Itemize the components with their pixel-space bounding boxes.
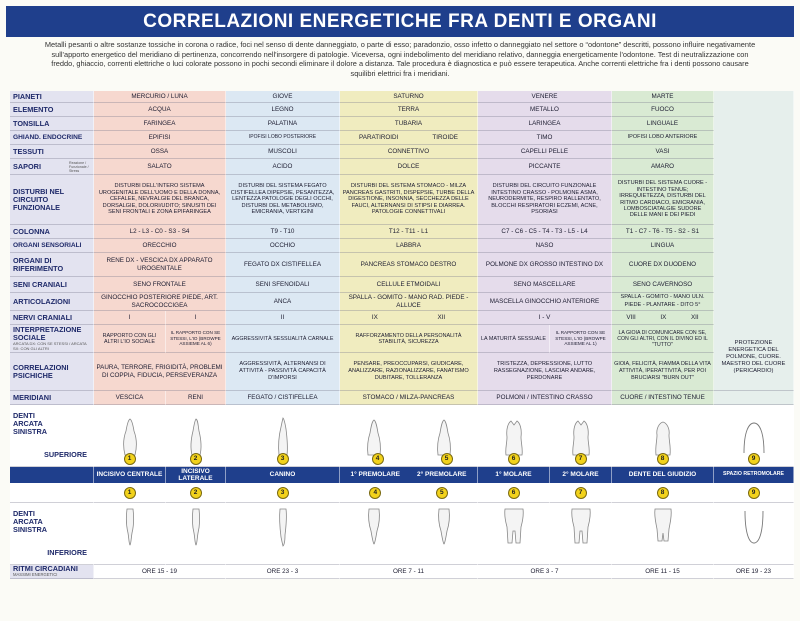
row-label-tessuti: TESSUTI [10,145,94,159]
tooth-cell-sup-3 [226,405,340,467]
cell-organi-sens-1: ORECCHIO [94,239,226,253]
cell-sapori-5: AMARO [612,159,714,175]
tooth-cell-sup-6 [478,405,550,467]
tooth-wisdom-icon [650,417,676,457]
tooth-name-6: 1° MOLARE [478,467,550,483]
row-label-ritmi [10,565,94,579]
cell-corr-2: AGGRESSIVITÀ, ALTERNANSI DI ATTIVITÀ - PASSIVITÀ CAPACITÀ D'IMPORSI [226,353,340,391]
cell-meridiani-6: CUORE / INTESTINO TENUE [612,391,714,405]
cell-elemento-5: FUOCO [612,103,714,117]
cell-sapori-4: PICCANTE [478,159,612,175]
cell-organi-rif-1: RENE DX - VESCICA DX APPARATO UROGENITALE [94,253,226,277]
tooth-name-3: CANINO [226,467,340,483]
badge-inf-7: 7 [575,487,587,499]
badge-9: 9 [748,453,760,465]
row-label-seni-craniali: SENI CRANIALI [10,277,94,293]
cell-corr-4: TRISTEZZA, DEPRESSIONE, LUTTO RASSEGNAZIONE, LASCIAR ANDARE, PERDONARE [478,353,612,391]
nervi-viii: VIII [626,313,636,321]
tooth-cell-inf-6 [478,503,550,565]
cell-sapori-2: ACIDO [226,159,340,175]
cell-meridiani-4: STOMACO / MILZA-PANCREAS [340,391,478,405]
tooth-incisor-icon [183,417,209,457]
row-label-ghiandole: GHIAND. ENDOCRINE [10,131,94,145]
cell-sapori-1: SALATO [94,159,226,175]
tooth-premolar-icon [361,507,387,547]
badge-inf-2: 2 [190,487,202,499]
badge-4: 4 [372,453,384,465]
tooth-molar-icon [568,507,594,547]
tooth-name-8: DENTE DEL GIUDIZIO [612,467,714,483]
cell-tonsilla-3: TUBARIA [340,117,478,131]
retromolar-space-icon [741,507,767,547]
tooth-incisor-icon [117,417,143,457]
tooth-cell-inf-3 [226,503,340,565]
cell-ritmi-5: ORE 11 - 15 [612,565,714,579]
interp-label: INTERPRETAZIONE SOCIALE [13,325,82,342]
cell-artic-3: SPALLA - GOMITO - MANO RAD. PIEDE - ALLUCE [340,293,478,311]
cell-ghiand-4: TIMO [478,131,612,145]
ghiand-paratiroidi: PARATIROIDI [359,133,399,141]
cell-colonna-2: T9 - T10 [226,225,340,239]
badge-inf-8: 8 [657,487,669,499]
ritmi-sublabel: MASSIMI ENERGETICI [13,572,58,578]
cell-artic-5: SPALLA - GOMITO - MANO ULN. PIEDE - PLANTARE - DITO 5° [612,293,714,311]
cell-organi-rif-5: CUORE DX DUODENO [612,253,714,277]
cell-interp-3: AGGRESSIVITÀ SESSUALITÀ CARNALE [226,325,340,353]
cell-seni-4: SENO MASCELLARE [478,277,612,293]
cell-disturbi-2: DISTURBI DEL SISTEMA FEGATO CISTIFELLEA DIPEPSIE, PESANTEZZA, LENTEZZA PATOLOGIE DEGLI OCCHI, DISTURBI DEL METABOLISMO, EMICRANIA, VERTIGINI [226,175,340,225]
tooth-premolar-icon [431,507,457,547]
cell-ritmi-2: ORE 23 - 3 [226,565,340,579]
cell-pianeti-5: MARTE [612,91,714,103]
cell-interp-4: RAFFORZAMENTO DELLA PERSONALITÀ STABILITÀ, SICUREZZA [340,325,478,353]
row-label-correlazioni-psichiche: CORRELAZIONI PSICHICHE [10,353,94,391]
cell-elemento-3: TERRA [340,103,478,117]
row-label-meridiani: MERIDIANI [10,391,94,405]
row-label-pianeti: PIANETI [10,91,94,103]
cell-sapori-3: DOLCE [340,159,478,175]
cell-nervi-2: I [166,311,226,325]
tooth-canine-icon [270,507,296,547]
ritmi-label: RITMI CIRCADIANI [13,565,78,574]
cell-interp-1: RAPPORTO CON GLI ALTRI L'IO SOCIALE [94,325,166,353]
tooth-name-1: INCISIVO CENTRALE [94,467,166,483]
tooth-incisor-icon [117,507,143,547]
interp-sublabel: ARCATA DX: CON SE STESSI / ARCATA SX: CON GLI ALTRI [13,341,87,351]
cell-tessuti-3: CONNETTIVO [340,145,478,159]
cell-seni-2: SENI SFENOIDALI [226,277,340,293]
band-spacer [10,467,94,483]
badge-inf-4: 4 [369,487,381,499]
tooth-molar-icon [568,417,594,457]
cell-tonsilla-5: LINGUALE [612,117,714,131]
cell-ghiand-1: EPIFISI [94,131,226,145]
cell-tessuti-4: CAPELLI PELLE [478,145,612,159]
cell-ghiand-3 [340,131,478,145]
cell-meridiani-1: VESCICA [94,391,166,405]
cell-seni-5: SENO CAVERNOSO [612,277,714,293]
cell-elemento-2: LEGNO [226,103,340,117]
page-title: CORRELAZIONI ENERGETICHE FRA DENTI E ORGANI [6,6,794,37]
cell-pianeti-4: VENERE [478,91,612,103]
cell-pianeti-1: MERCURIO / LUNA [94,91,226,103]
sapori-sublabel: Reazione / Funzionale / Stress [69,160,89,173]
cell-ghiand-5: IPOFISI LOBO ANTERIORE [612,131,714,145]
badge-inf-2-cell [166,483,226,503]
tooth-cell-inf-4-5 [340,503,478,565]
cell-meridiani-2: RENI [166,391,226,405]
tooth-name-4: 1° PREMOLARE [350,471,401,479]
cell-tonsilla-2: PALATINA [226,117,340,131]
tooth-cell-inf-2 [166,503,226,565]
cell-organi-rif-4: POLMONE DX GROSSO INTESTINO DX [478,253,612,277]
badge-5: 5 [441,453,453,465]
tooth-cell-inf-9 [714,503,794,565]
badge-inf-8-cell [612,483,714,503]
badge-2: 2 [190,453,202,465]
tooth-cell-sup-4 [340,405,478,467]
cell-ritmi-6: ORE 19 - 23 [714,565,794,579]
cell-ritmi-3: ORE 7 - 11 [340,565,478,579]
cell-ritmi-4: ORE 3 - 7 [478,565,612,579]
badge-inf-3: 3 [277,487,289,499]
cell-colonna-3: T12 - T11 - L1 [340,225,478,239]
tooth-molar-icon [501,507,527,547]
tooth-cell-inf-8 [612,503,714,565]
tooth-name-2: INCISIVO LATERALE [166,467,226,483]
cell-artic-2: ANCA [226,293,340,311]
badge-inf-5: 5 [436,487,448,499]
cell-organi-rif-2: FEGATO DX CISTIFELLEA [226,253,340,277]
row-label-disturbi: DISTURBI NEL CIRCUITO FUNZIONALE [10,175,94,225]
cell-disturbi-3: DISTURBI DEL SISTEMA STOMACO - MILZA PANCREAS GASTRITI, DISPEPSIE, TURBE DELLA DIGESTIONE, INSONNIA, SECCHEZZA DELLE FAUCI, ALTERNANSI DI STIPSI E DIARREA. PATOLOGIE CONNETTIVALI [340,175,478,225]
cell-interp-7: LA GIOIA DI COMUNICARE CON SE, CON GLI ALTRI, CON IL DIVINO ED IL "TUTTO" [612,325,714,353]
tooth-canine-icon [270,417,296,457]
tooth-wisdom-icon [650,507,676,547]
cell-seni-3: CELLULE ETMOIDALI [340,277,478,293]
tooth-cell-sup-1 [94,405,166,467]
cell-organi-sens-3: LABBRA [340,239,478,253]
badge-inf-4-5-cell [340,483,478,503]
row-label-articolazioni: ARTICOLAZIONI [10,293,94,311]
cell-ritmi-1: ORE 15 - 19 [94,565,226,579]
nervi-ix: IX [371,313,378,321]
tooth-name-5: 2° PREMOLARE [416,471,467,479]
badge-inf-7-cell [550,483,612,503]
tooth-cell-inf-1 [94,503,166,565]
intro-text: Metalli pesanti o altre sostanze tossiche in corona o radice, foci nel senso di dente danneggiato, o parte di esso; paradonzio, osso infetto o danneggiato nel settore o “odontone” descritti, possono influire negativamente sull'apporto energetico del meridiano di pertinenza, concorrendo nell'insorgere di patologie. Viceversa, ogni indebolimento del meridiano relativo, danneggia energeticamente l'odontone. Test di neutralizzazione con freddo, ghiaccio, correnti elettriche o luci colorate possono in pochi secondi eliminare il dolore a distanza. Tale procedura è diagnostica e può essere terapeutica. Anche correnti elettriche fra i denti possono causare squilibri elettrici fra i meridiani. [44,40,756,78]
cell-nervi-5: I - V [478,311,612,325]
retromolar-space-icon [741,417,767,457]
row-label-interpretazione [10,325,94,353]
tooth-name-7: 2° MOLARE [550,467,612,483]
cell-nervi-4 [340,311,478,325]
tooth-cell-sup-7 [550,405,612,467]
sapori-label: SAPORI [13,161,41,171]
cell-meridiani-5: POLMONI / INTESTINO CRASSO [478,391,612,405]
cell-artic-1: GINOCCHIO POSTERIORE PIEDE, ART. SACROCOCCIGEA [94,293,226,311]
tooth-cell-sup-2 [166,405,226,467]
cell-tonsilla-1: FARINGEA [94,117,226,131]
row-label-organi-sensoriali: ORGANI SENSORIALI [10,239,94,253]
cell-colonna-4: C7 - C6 - C5 - T4 - T3 - L5 - L4 [478,225,612,239]
cell-nervi-6 [612,311,714,325]
tooth-cell-sup-8 [612,405,714,467]
denti-inf-label: DENTI ARCATA SINISTRA [13,509,48,535]
cell-pianeti-2: GIOVE [226,91,340,103]
tooth-premolar-icon [431,417,457,457]
cell-tessuti-2: MUSCOLI [226,145,340,159]
denti-inf-label-2: INFERIORE [47,547,87,557]
row-label-denti-superiore [10,405,94,467]
cell-organi-sens-5: LINGUA [612,239,714,253]
badge-inf-6: 6 [508,487,520,499]
tooth-premolar-icon [361,417,387,457]
badge-inf-1-cell [94,483,166,503]
ghiand-tiroide: TIROIDE [432,133,458,141]
tooth-name-9: SPAZIO RETROMOLARE [714,467,794,483]
row-label-sapori [10,159,94,175]
cell-tessuti-1: OSSA [94,145,226,159]
badge-6: 6 [508,453,520,465]
cell-tessuti-5: VASI [612,145,714,159]
cell-disturbi-4: DISTURBI DEL CIRCUITO FUNZIONALE INTESTINO CRASSO - POLMONE ASMA, NEURODERMITE, RESPIRO RALLENTATO, BLOCCHI RESPIRATORI ECZEMI, ACNE, PSORIASI [478,175,612,225]
cell-disturbi-5: DISTURBI DEL SISTEMA CUORE - INTESTINO TENUE; IRREQUIETEZZA, DISTURBI DEL RITMO CARDIACO, EMICRANIA, LOMBOSCIATALGIE SUDORE DELLE MANI E DEI PIEDI [612,175,714,225]
cell-nervi-3: II [226,311,340,325]
cell-nervi-1: I [94,311,166,325]
cell-interp-5: LA MATURITÀ SESSUALE [478,325,550,353]
cell-pianeti-3: SATURNO [340,91,478,103]
tooth-name-4-5 [340,467,478,483]
tooth-cell-sup-9 [714,405,794,467]
cell-tonsilla-4: LARINGEA [478,117,612,131]
badge-3: 3 [277,453,289,465]
tooth-incisor-icon [183,507,209,547]
denti-sup-label: DENTI ARCATA SINISTRA [13,411,48,437]
badge-inf-9-cell [714,483,794,503]
nervi-ix-2: IX [660,313,667,321]
cell-organi-rif-3: PANCREAS STOMACO DESTRO [340,253,478,277]
badge-7: 7 [575,453,587,465]
badge-row-spacer [10,483,94,503]
cell-meridiani-empty [714,391,794,405]
badge-1: 1 [124,453,136,465]
badge-inf-9: 9 [748,487,760,499]
cell-elemento-1: ACQUA [94,103,226,117]
tooth-molar-icon [501,417,527,457]
cell-corr-5: GIOIA, FELICITÀ, FIAMMA DELLA VITA ATTIVITÀ, IPERATTIVITÀ, PER POI BRUCIARSI "BURN OUT" [612,353,714,391]
cell-colonna-1: L2 - L3 - C0 - S3 - S4 [94,225,226,239]
badge-inf-1: 1 [124,487,136,499]
badge-8: 8 [657,453,669,465]
correlation-table [10,91,794,601]
badge-inf-3-cell [226,483,340,503]
denti-sup-label-2: SUPERIORE [44,449,87,459]
cell-disturbi-1: DISTURBI DELL'INTERO SISTEMA UROGENITALE DELL'UOMO E DELLA DONNA, CEFALEE, NEVRALGIE DEL BRANCA, DORSALGIE, DOLORI/UDITO; SINUSITI DEI SENI FRONTALI E ZONA EPIFARINGEA [94,175,226,225]
cell-elemento-4: METALLO [478,103,612,117]
row-label-organi-riferimento: ORGANI DI RIFERIMENTO [10,253,94,277]
cell-interp-2: IL RAPPORTO CON SE STESSI, L'IO (BROWPE ASSIEME AL 6) [166,325,226,353]
row-label-denti-inferiore [10,503,94,565]
cell-organi-sens-2: OCCHIO [226,239,340,253]
cell-artic-4: MASCELLA GINOCCHIO ANTERIORE [478,293,612,311]
cell-corr-3: PENSARE, PREOCCUPARSI, GIUDICARE, ANALIZZARE, RAZIONALIZZARE, FANATISMO DUBITARE, TOLLERANZA [340,353,478,391]
cell-ghiand-2: IPOFISI LOBO POSTERIORE [226,131,340,145]
badge-inf-6-cell [478,483,550,503]
cell-corr-1: PAURA, TERRORE, FRIGIDITÀ, PROBLEMI DI COPPIA, FIDUCIA, PERSEVERANZA [94,353,226,391]
row-label-colonna: COLONNA [10,225,94,239]
cell-organi-sens-4: NASO [478,239,612,253]
row-label-tonsilla: TONSILLA [10,117,94,131]
nervi-xii-2: XII [690,313,699,321]
cell-colonna-5: T1 - C7 - T6 - T5 - S2 - S1 [612,225,714,239]
cell-seni-1: SENO FRONTALE [94,277,226,293]
cell-meridiani-3: FEGATO / CISTIFELLEA [226,391,340,405]
row-label-nervi-craniali: NERVI CRANIALI [10,311,94,325]
cell-interp-6: IL RAPPORTO CON SE STESSI, L'IO (BROWPE ASSIEME AL 1) [550,325,612,353]
row-label-elemento: ELEMENTO [10,103,94,117]
nervi-xii: XII [437,313,446,321]
tooth-cell-inf-7 [550,503,612,565]
cell-protezione: PROTEZIONE ENERGETICA DEL POLMONE, CUORE. MAESTRO DEL CUORE (PERICARDIO) [714,325,794,391]
